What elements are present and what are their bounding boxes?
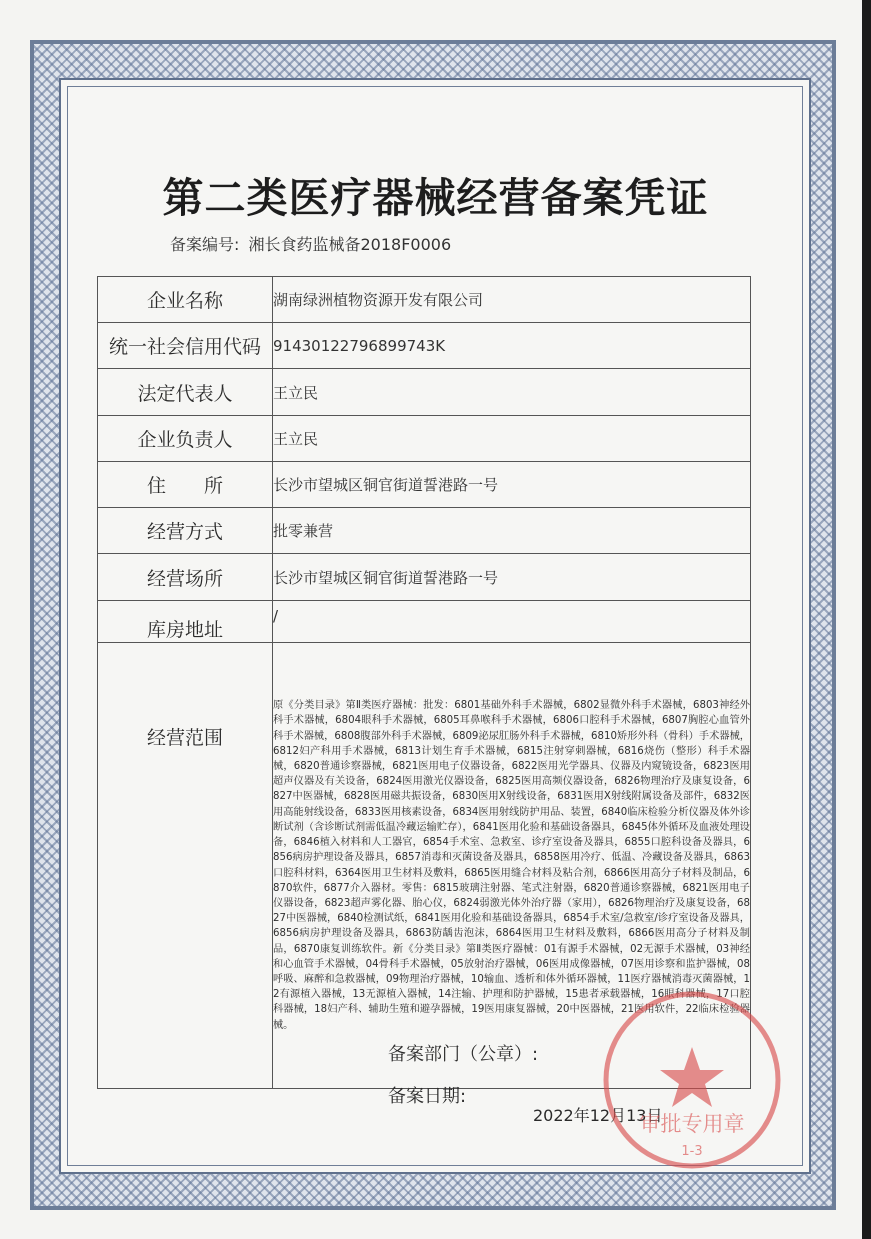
certificate-title: 第二类医疗器械经营备案凭证 — [162, 174, 709, 222]
field-value-business-mode: 批零兼营 — [273, 508, 751, 554]
date-label: 备案日期: — [388, 1086, 467, 1107]
table-row — [98, 416, 751, 462]
field-value-credit-code: 91430122796899743K — [273, 323, 751, 369]
field-label-business-premises: 经营场所 — [98, 554, 273, 601]
record-date: 2022年12月13日 — [533, 1106, 663, 1125]
svg-text:审批专用章: 审批专用章 — [639, 1112, 745, 1136]
table-row — [98, 323, 751, 369]
table-row — [98, 277, 751, 323]
table-row — [98, 554, 751, 601]
field-label-company: 企业名称 — [98, 277, 273, 323]
field-label-business-mode: 经营方式 — [98, 508, 273, 554]
authority-label: 备案部门（公章）: — [388, 1044, 539, 1065]
field-value-scope: 原《分类目录》第Ⅱ类医疗器械：批发：6801基础外科手术器械，6802显微外科手术器械，6803神经外科手术器械，6804眼科手术器械，6805耳鼻喉科手术器械，6806口腔科手术器械，6807胸腔心血管外科手术器械，6808腹部外科手术器械，6809泌尿肛肠外科手术器械，6810矫形外科（骨科）手术器械，6812妇产科用手术器械，6813计划生育手术器械，6815注射穿刺器械，6816烧伤（整形）科手术器械，6820普通诊察器械，6821医用电子仪器设备，6822医用光学器具、仪器及内窥镜设备，6823医用超声仪器及有关设备，6824医用激光仪器设备，6825医用高频仪器设备，6826物理治疗及康复设备，6827中医器械，6828医用磁共振设备，6830医用X射线设备，6831医用X射线附属设备及部件，6832医用高能射线设备，6833医用核素设备，6834医用射线防护用品、装置，6840临床检验分析仪器及体外诊断试剂（含诊断试剂需低温冷藏运输贮存），6841医用化验和基础设备器具，6845体外循环及血液处理设备，6846植入材料和人工器官，6854手术室、急救室、诊疗室设备及器具，6855口腔科设备及器具，6856病房护理设备及器具，6857消毒和灭菌设备及器具，6858医用冷疗、低温、冷藏设备及器具，6863口腔科材料，6364医用卫生材料及敷料，6865医用缝合材料及粘合剂，6866医用高分子材料及制品，6870软件，6877介入器材。零售：6815玻璃注射器、笔式注射器，6820普通诊察器械，6821医用电子仪器设备，6823超声雾化器、胎心仪，6824弱激光体外治疗器（家用），6826物理治疗及康复设备，6827中医器械，6840检测试纸，6841医用化验和基础设备器具，6854手术室/急救室/诊疗室设备及器具，6856病房护理设备及器具，6863防龋齿泡沫，6864医用卫生材料及敷料，6866医用高分子材料及制品，6870康复训练软件。新《分类目录》第Ⅱ类医疗器械：01有源手术器械，02无源手术器械，03神经和心血管手术器械，04骨科手术器械，05放射治疗器械，06医用成像器械，07医用诊察和监护器械，08呼吸、麻醉和急救器械，09物理治疗器械，10输血、透析和体外循环器械，11医疗器械消毒灭菌器械，12有源植入器械，13无源植入器械，14注输、护理和防护器械，15患者承载器械，16眼科器械，17口腔科器械，18妇产科、辅助生殖和避孕器械，19医用康复器械，20中医器械，21医用软件，22临床检验器械。 — [273, 643, 751, 1089]
field-value-address: 长沙市望城区铜官街道誓港路一号 — [273, 462, 751, 508]
record-number-label: 备案编号: — [170, 235, 240, 254]
field-label-address: 住 所 — [98, 462, 273, 508]
field-value-legal-rep: 王立民 — [273, 369, 751, 416]
field-value-principal: 王立民 — [273, 416, 751, 462]
info-table — [97, 276, 751, 1089]
field-value-company: 湖南绿洲植物资源开发有限公司 — [273, 277, 751, 323]
field-label-credit-code: 统一社会信用代码 — [98, 323, 273, 369]
table-row — [98, 508, 751, 554]
table-row — [98, 369, 751, 416]
table-row — [98, 462, 751, 508]
field-label-warehouse: 库房地址 — [98, 601, 273, 643]
field-value-warehouse: / — [273, 601, 751, 643]
record-number — [170, 232, 451, 255]
field-label-principal: 企业负责人 — [98, 416, 273, 462]
record-number-value: 湘长食药监械备2018F0006 — [248, 235, 452, 254]
field-label-scope: 经营范围 — [98, 643, 273, 1089]
field-label-legal-rep: 法定代表人 — [98, 369, 273, 416]
official-seal-icon — [597, 985, 787, 1175]
field-value-business-premises: 长沙市望城区铜官街道誓港路一号 — [273, 554, 751, 601]
svg-text:1-3: 1-3 — [681, 1144, 703, 1159]
table-row — [98, 601, 751, 643]
